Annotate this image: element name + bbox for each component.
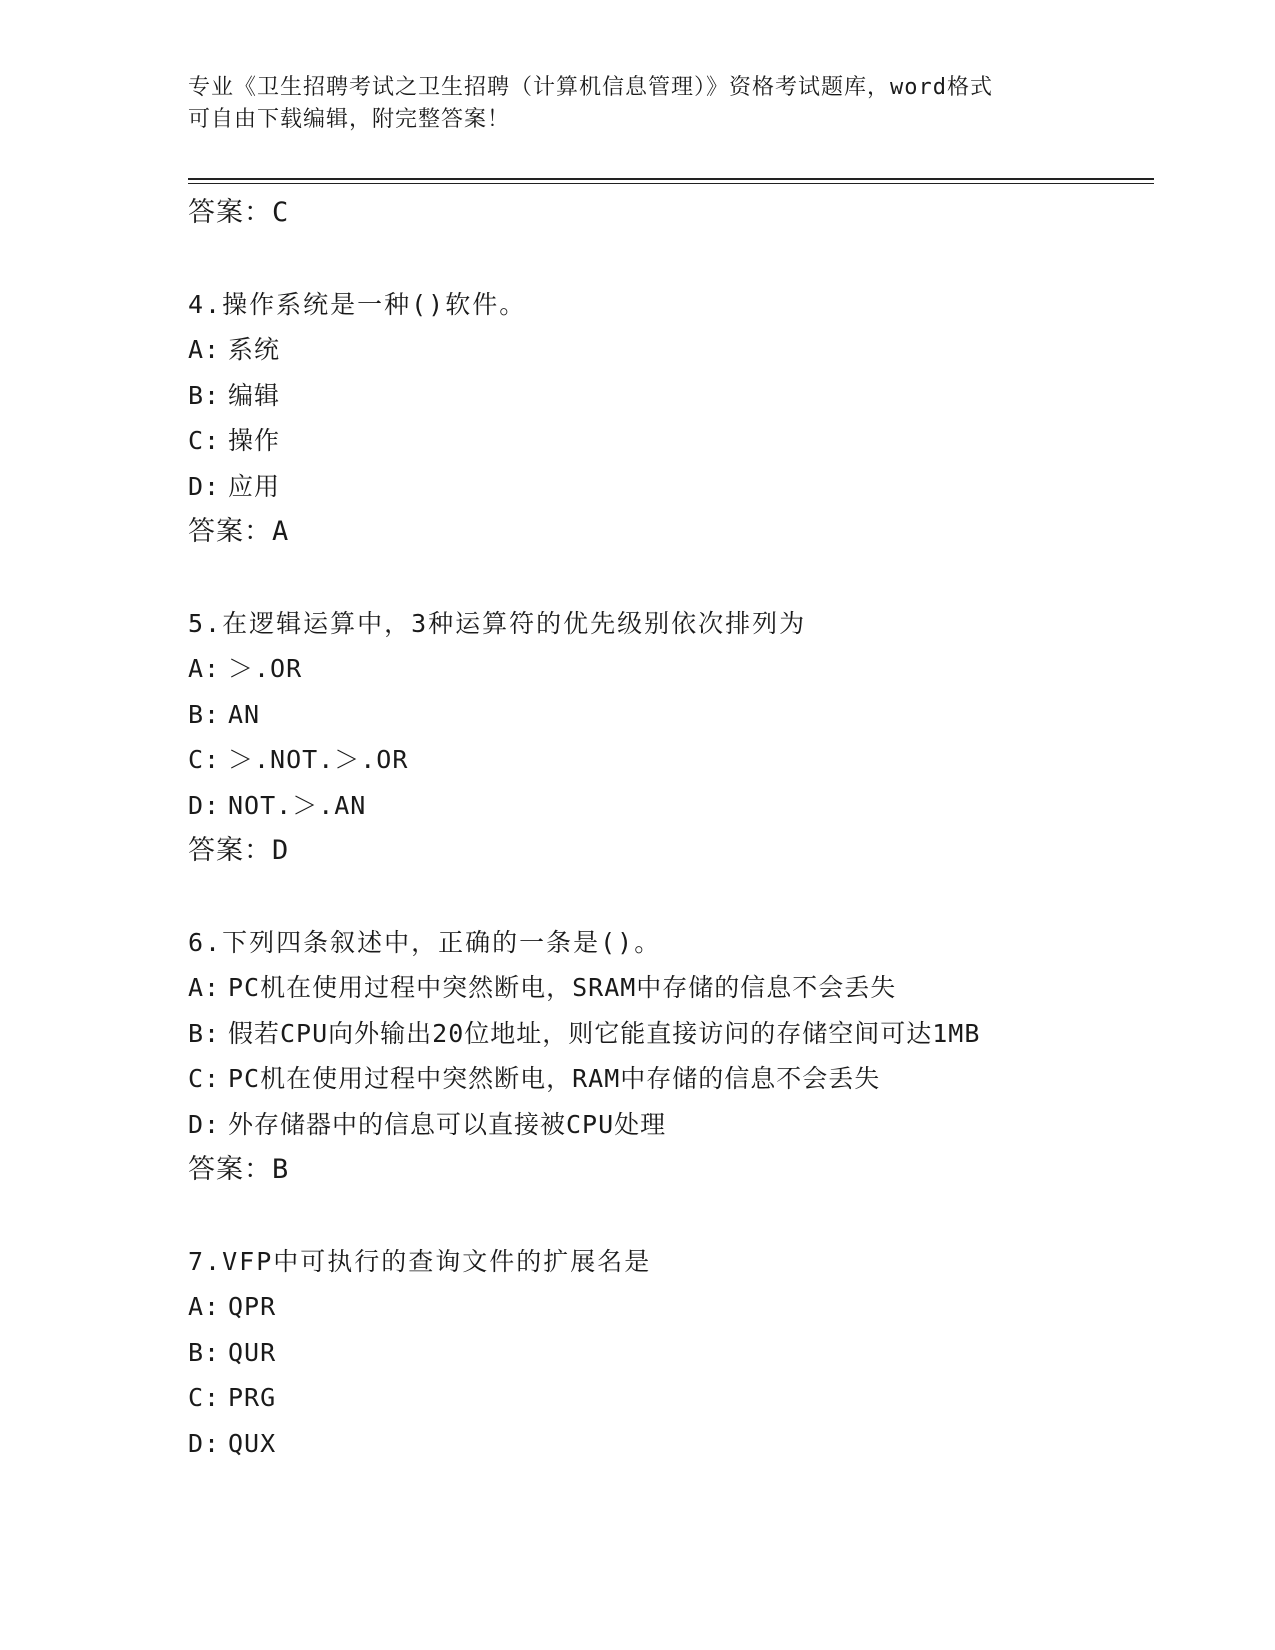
option-d (188, 464, 1148, 510)
answer-line (188, 1147, 1148, 1193)
option-letter: B: (188, 699, 221, 729)
option-text: PRG (228, 1383, 277, 1412)
option-letter: A: (188, 654, 221, 683)
option-letter: B: (188, 1337, 221, 1367)
option-text: QUX (228, 1428, 277, 1458)
question-text: 在逻辑运算中，3种运算符的优先级别依次排列为 (222, 609, 807, 638)
question-list (188, 190, 1148, 1466)
answer-value: D (272, 835, 290, 866)
question-number: 6. (188, 928, 223, 957)
option-text: 假若CPU向外输出20位地址，则它能直接访问的存储空间可达1MB (228, 1018, 981, 1048)
option-text: PC机在使用过程中突然断电，RAM中存储的信息不会丢失 (228, 1064, 881, 1093)
option-text: ＞.NOT.＞.OR (228, 745, 409, 774)
answer-label: 答案： (188, 197, 272, 228)
question-text: 操作系统是一种()软件。 (222, 290, 527, 319)
option-text: AN (228, 699, 261, 729)
question-stem (188, 920, 1148, 965)
answer-value: C (272, 197, 290, 228)
option-text: NOT.＞.AN (228, 790, 367, 820)
question-text: 下列四条叙述中，正确的一条是()。 (222, 928, 662, 957)
question-number: 5. (188, 609, 223, 638)
option-letter: B: (188, 380, 221, 410)
option-c (188, 1056, 1148, 1102)
option-c (188, 418, 1148, 464)
option-letter: A: (188, 1292, 221, 1321)
option-a (188, 1284, 1148, 1330)
option-text: PC机在使用过程中突然断电，SRAM中存储的信息不会丢失 (228, 973, 897, 1002)
question-stem (188, 1239, 1148, 1284)
option-text: 操作 (228, 426, 281, 455)
question-stem (188, 282, 1148, 327)
option-d (188, 1102, 1148, 1148)
option-letter: D: (188, 1428, 221, 1458)
header-divider-thin (188, 183, 1154, 184)
header-subtitle-line: 可自由下载编辑，附完整答案！ (188, 107, 511, 132)
question-number: 7. (188, 1247, 223, 1276)
option-letter: D: (188, 1109, 221, 1139)
option-letter: D: (188, 790, 221, 820)
option-text: 外存储器中的信息可以直接被CPU处理 (228, 1109, 667, 1139)
option-b (188, 1330, 1148, 1376)
option-d (188, 783, 1148, 829)
question-text: VFP中可执行的查询文件的扩展名是 (222, 1247, 652, 1276)
option-b (188, 692, 1148, 738)
option-letter: B: (188, 1018, 221, 1048)
option-text: 应用 (228, 471, 281, 501)
option-letter: C: (188, 1064, 221, 1093)
question-stem (188, 601, 1148, 646)
option-letter: D: (188, 471, 221, 501)
option-text: QUR (228, 1337, 277, 1367)
option-c (188, 737, 1148, 783)
question-number: 4. (188, 290, 223, 319)
document-header (188, 72, 1088, 136)
answer-line (188, 190, 1148, 236)
answer-label: 答案： (188, 835, 272, 866)
option-text: ＞.OR (228, 654, 303, 683)
option-a (188, 965, 1148, 1011)
option-b (188, 1011, 1148, 1057)
option-letter: A: (188, 335, 221, 364)
option-text: 编辑 (228, 380, 281, 410)
option-letter: C: (188, 745, 221, 774)
option-a (188, 646, 1148, 692)
option-d (188, 1421, 1148, 1467)
header-title-line: 专业《卫生招聘考试之卫生招聘（计算机信息管理）》资格考试题库，word格式 (188, 75, 993, 100)
answer-value: A (272, 516, 290, 547)
answer-value: B (272, 1154, 290, 1185)
option-a (188, 327, 1148, 373)
option-text: 系统 (228, 335, 281, 364)
option-b (188, 373, 1148, 419)
option-letter: A: (188, 973, 221, 1002)
option-text: QPR (228, 1292, 277, 1321)
answer-line (188, 828, 1148, 874)
option-letter: C: (188, 426, 221, 455)
option-c (188, 1375, 1148, 1421)
header-divider-thick (188, 178, 1154, 180)
option-letter: C: (188, 1383, 221, 1412)
answer-label: 答案： (188, 1154, 272, 1185)
answer-label: 答案： (188, 516, 272, 547)
answer-line (188, 509, 1148, 555)
